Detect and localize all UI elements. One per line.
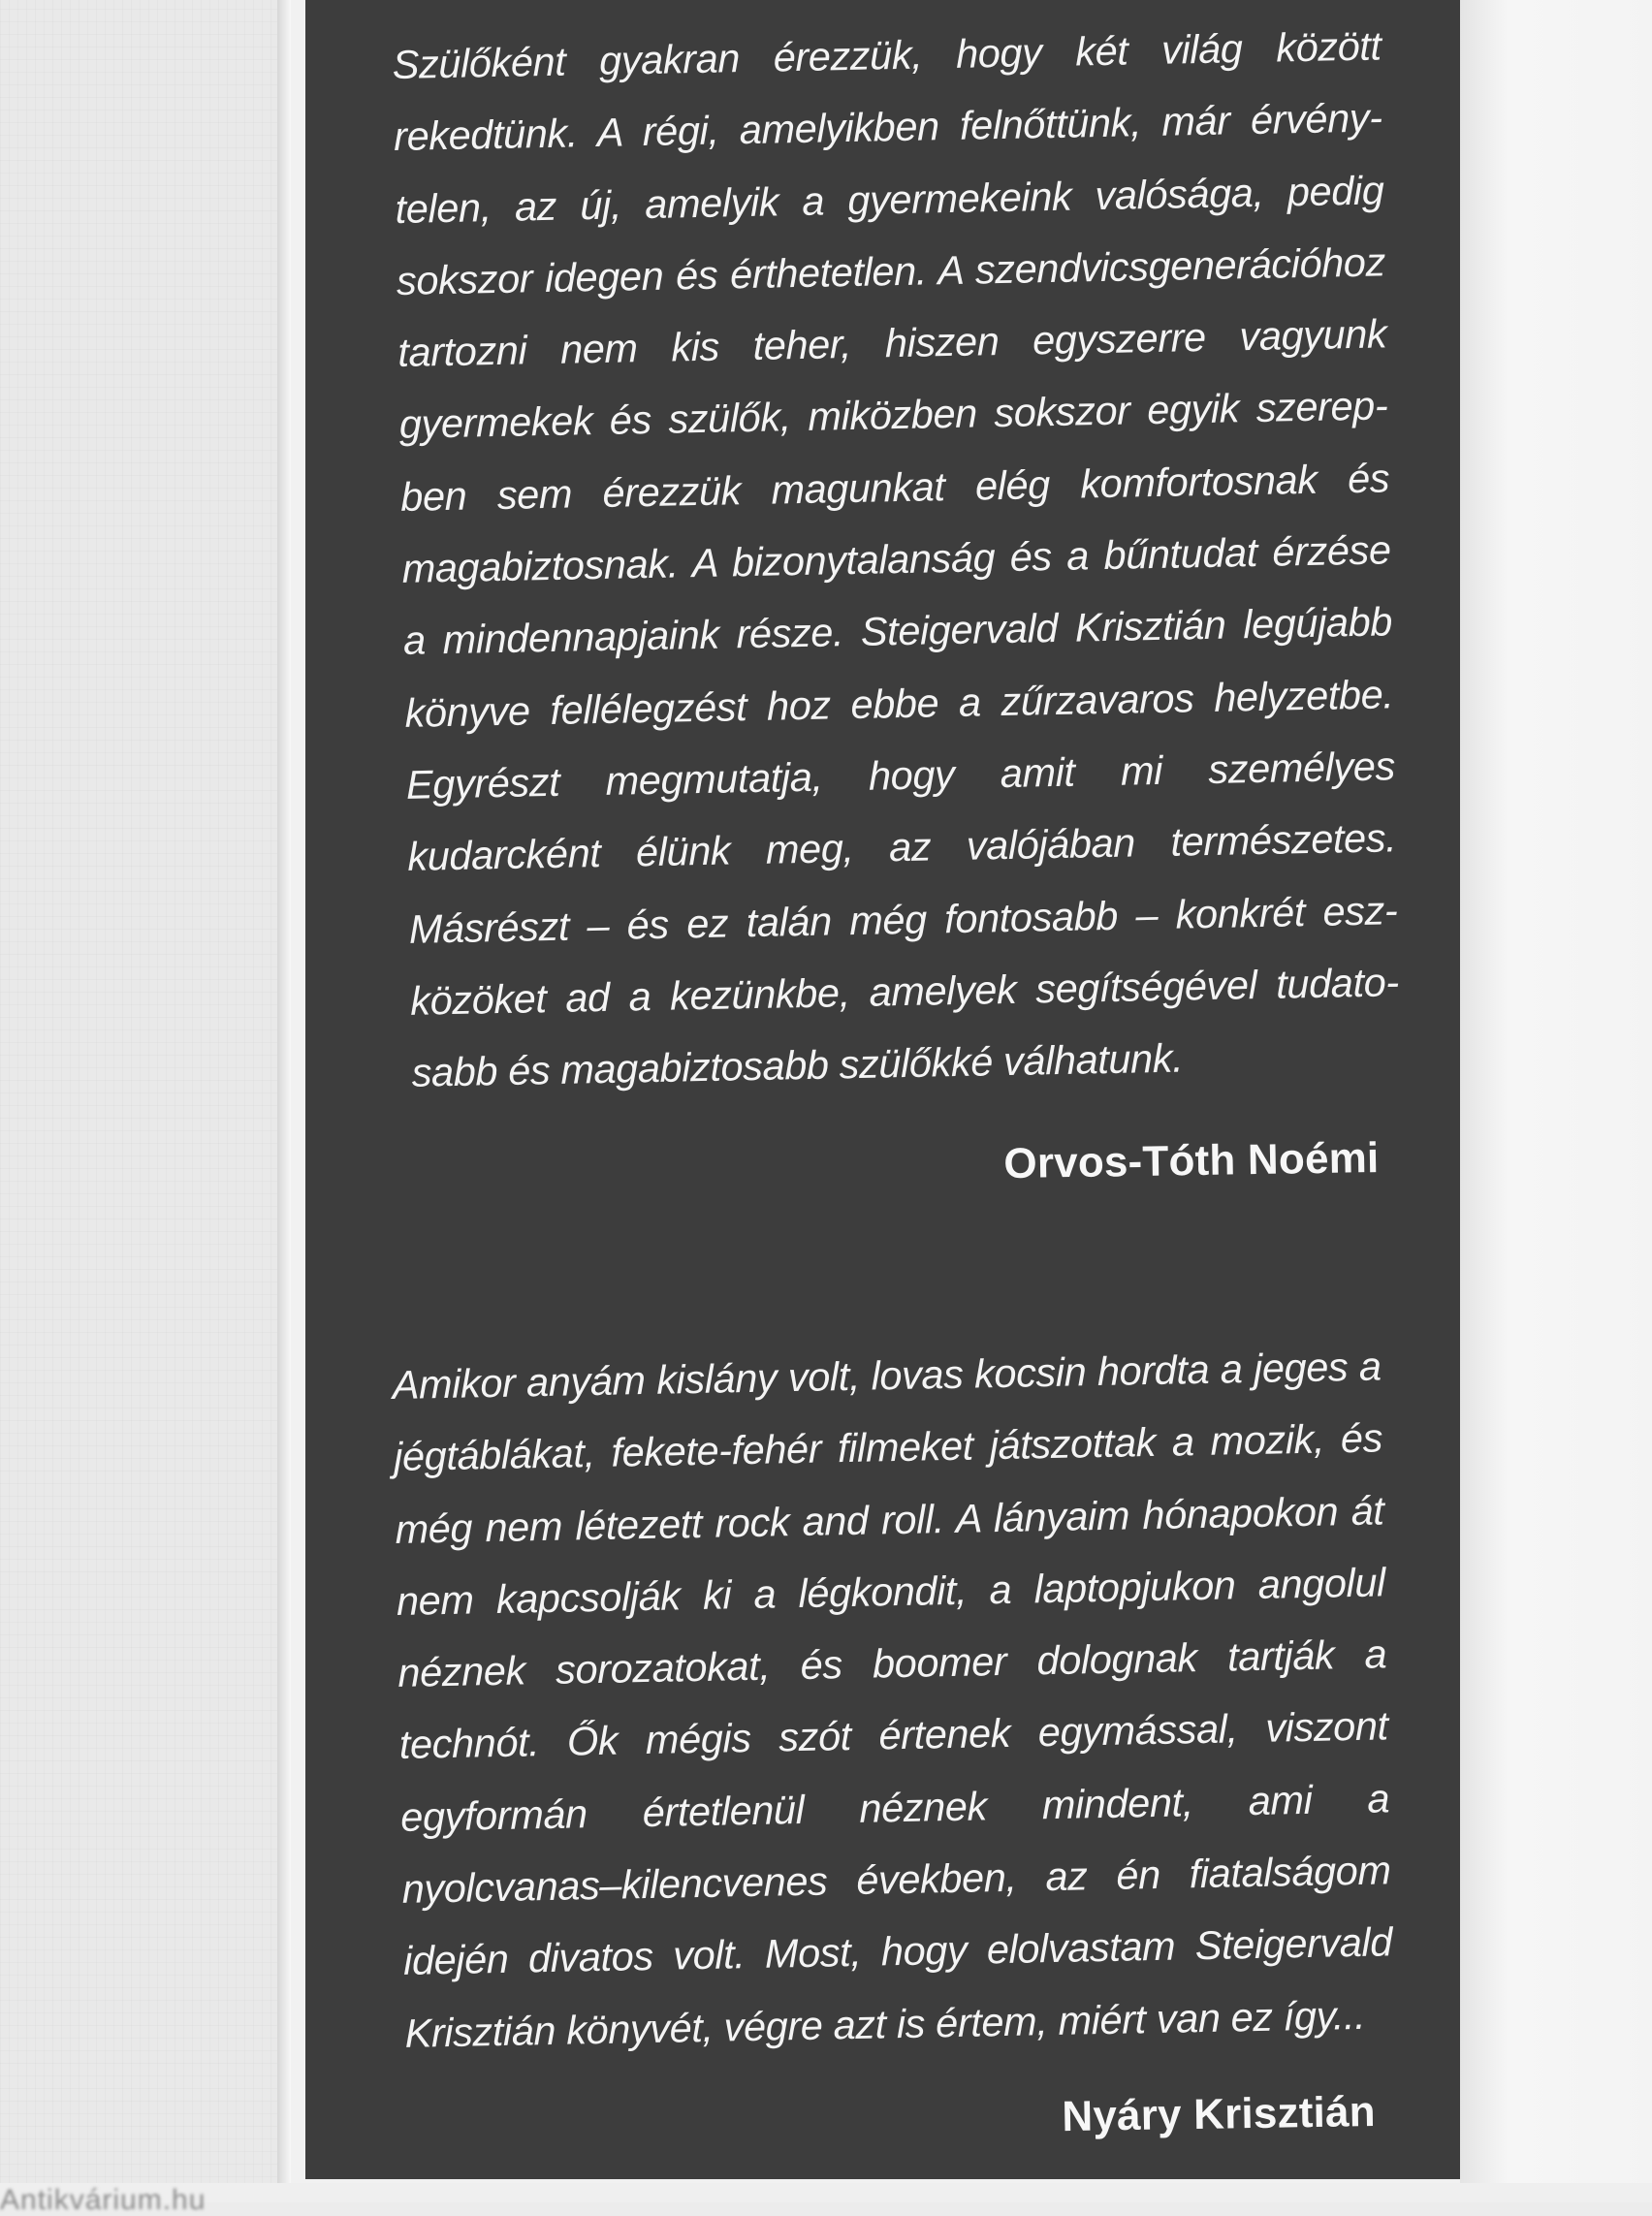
bottom-cut-off-text: Antikvárium.hu bbox=[0, 2184, 206, 2216]
blurb-author-2: Nyáry Krisztián bbox=[1061, 2088, 1376, 2141]
cover-right-margin bbox=[1460, 0, 1652, 2202]
background-surface bbox=[0, 0, 291, 2202]
blurb-text-2: Amikor anyám kislány volt, lovas kocsin hordta a jeges a jégtáblákat, fekete-fehér filmeket játszottak a mozik, és még nem létezett rock and roll. A lányaim hónapokon át nem kapcsolják ki a légkondit, a laptopjukon angolul néznek sorozatokat, és boomer dolognak tartják a technót. Ők mégis szót értenek egymással, viszont egyformán értetlenül néznek mindent, ami a nyolcvanas–kilencvenes években, az én fiatalságom idején divatos volt. Most, hogy elolvastam Steigervald Krisztián könyvét, végre azt is értem, miért van ez így... bbox=[392, 1343, 1393, 2056]
blurb-text-1: Szülőként gyakran érezzük, hogy két világ között rekedtünk. A régi, amelyikben felnőttünk, már érvénytelen, az új, amelyik a gyermekeink valósága, pedig sokszor idegen és érthetetlen. A szendvicsgenerációhoz tartozni nem kis teher, hiszen egyszerre vagyunk gyermekek és szülők, miközben sokszor egyik szerepben sem érezzük magunkat elég komfortosnak és magabiztosnak. A bizonytalanság és a bűntudat érzése a mindennapjaink része. Steigervald Krisztián legújabb könyve fellélegzést hoz ebbe a zűrzavaros helyzetbe. Egyrészt megmutatja, hogy amit mi személyes kudarcként élünk meg, az valójában természetes. Másrészt – és ez talán még fontosabb – konkrét eszközöket ad a kezünkbe, amelyek segítségével tudatosabb és magabiztosabb szülőkké válhatunk. bbox=[392, 22, 1400, 1095]
blurb-author-1: Orvos-Tóth Noémi bbox=[1003, 1134, 1380, 1188]
bottom-paper-strip bbox=[0, 2183, 1652, 2202]
page-edge bbox=[277, 0, 291, 2202]
